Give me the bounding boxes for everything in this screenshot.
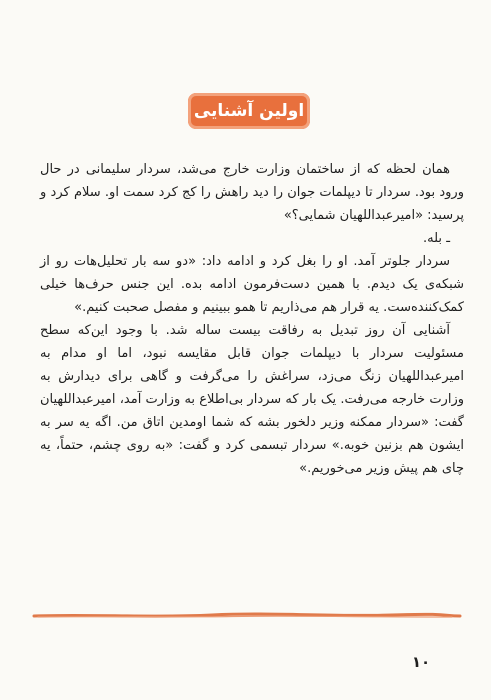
body-text bbox=[40, 158, 464, 480]
page-number: ۱۰ bbox=[411, 653, 431, 671]
paragraph-2: ـ بله. bbox=[423, 231, 450, 246]
paragraph-1: همان لحظه که از ساختمان وزارت خارج می‌شد، سردار سلیمانی در حال ورود بود. سردار تا دیپلمات جوان را دید راهش را کج کرد سمت او. سلام کرد و پرسید: «امیرعبداللهیان شمایی؟» bbox=[40, 162, 464, 223]
paragraph-3: سردار جلوتر آمد. او را بغل کرد و ادامه داد: «دو سه بار تحلیل‌هات رو از شبکه‌ی یک دیدم. با همین دست‌فرمون ادامه بده. این جنس حرف‌ها خیلی کمک‌کننده‌ست. یه قرار هم می‌ذاریم تا همو ببینیم و مفصل صحبت کنیم.» bbox=[40, 254, 464, 315]
chapter-title: اولین آشنایی bbox=[193, 101, 305, 121]
paragraph-4: آشنایی آن روز تبدیل به رفاقت بیست ساله شد. با وجود این‌که سطح مسئولیت سردار با دیپلمات جوان قابل مقایسه نبود، اما او مدام به امیرعبداللهیان زنگ می‌زد، سراغش را می‌گرفت و گاهی برای دیدارش به وزارت خارجه می‌رفت. یک بار که سردار بی‌اطلاع به وزارت آمد، امیرعبداللهیان گفت: «سردار ممکنه وزیر دلخور بشه که شما اومدین اتاق من. اگه یه سر به ایشون هم بزنین خوبه.» سردار تبسمی کرد و گفت: «به روی چشم، حتماً، یه چای هم پیش وزیر می‌خوریم.» bbox=[40, 323, 464, 476]
brush-divider bbox=[32, 611, 462, 621]
chapter-title-badge bbox=[188, 93, 310, 129]
